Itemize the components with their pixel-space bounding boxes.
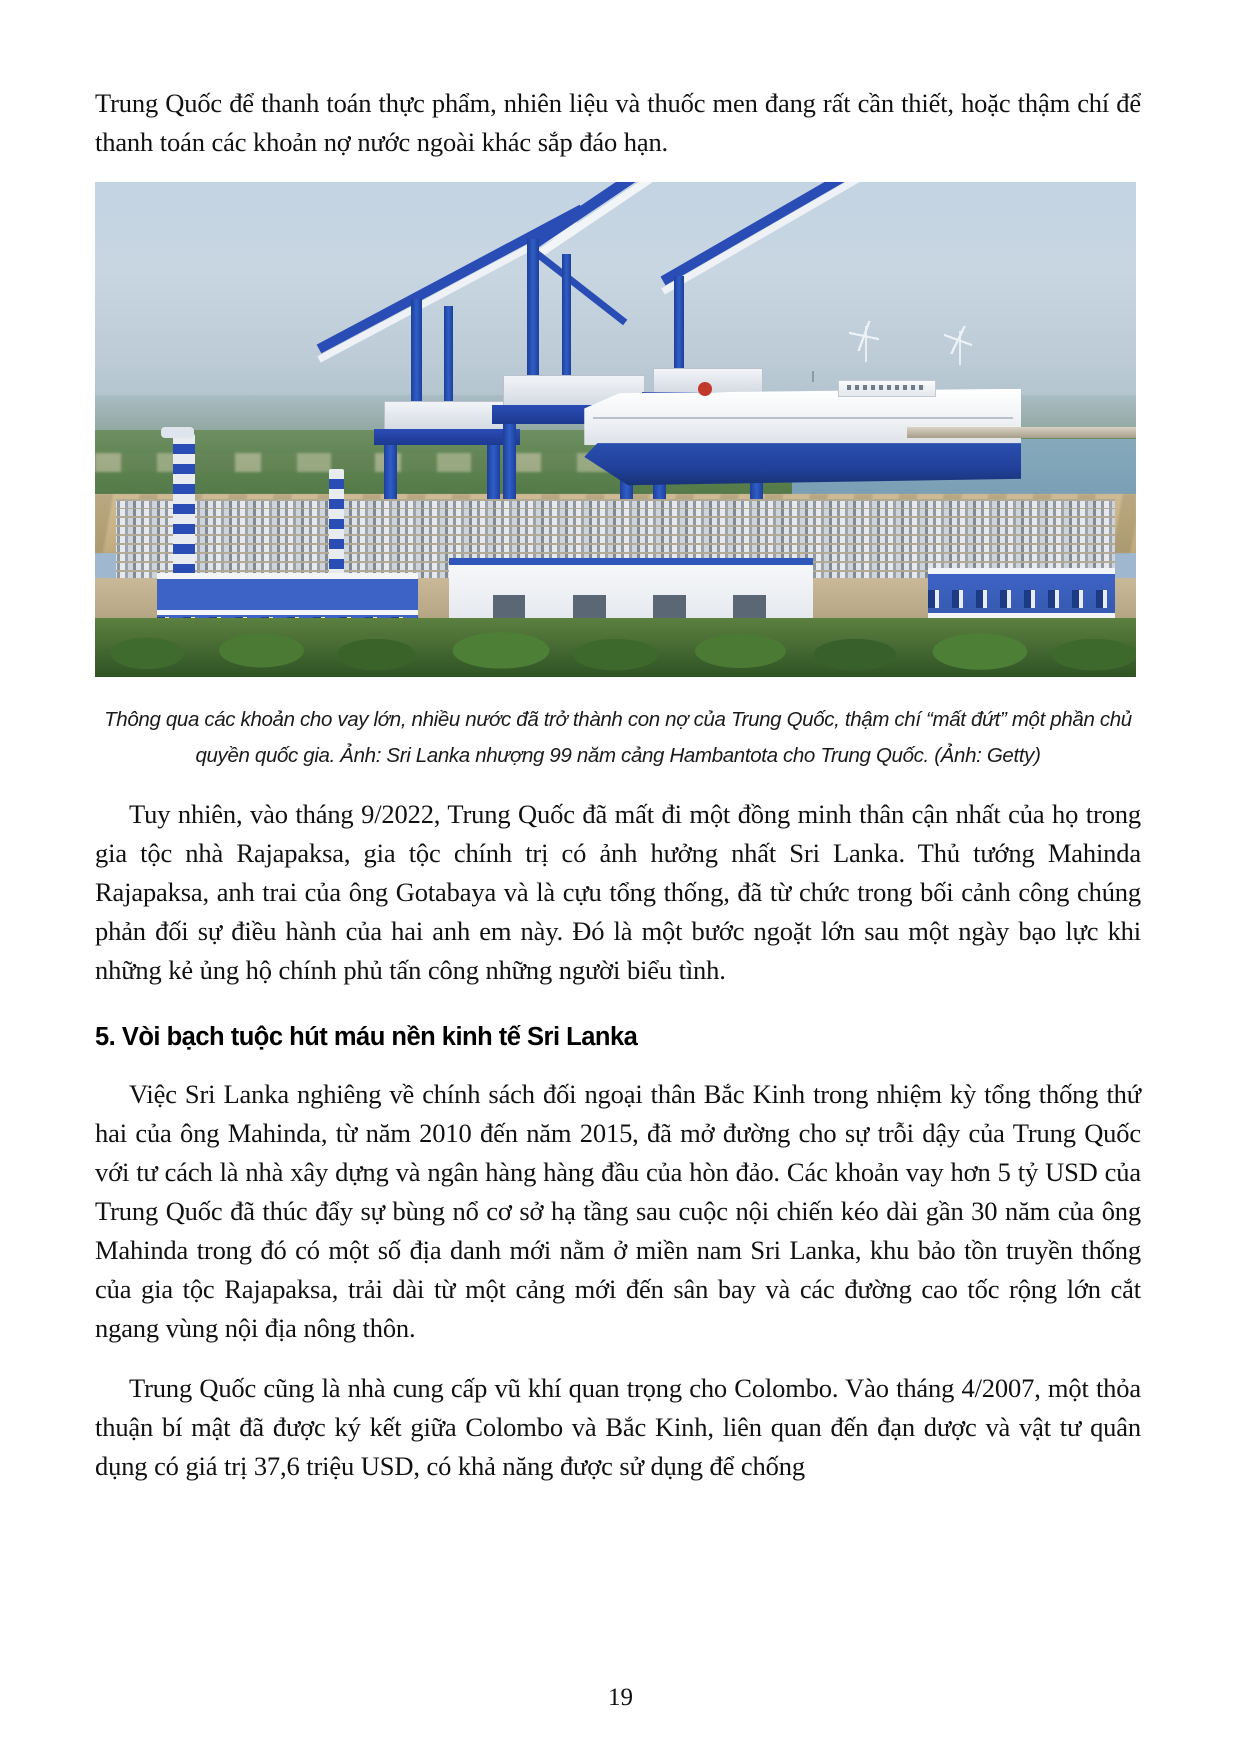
crane-tower-leg bbox=[444, 306, 453, 414]
car-row bbox=[116, 518, 1115, 525]
photo-canvas bbox=[95, 182, 1136, 677]
breakwater bbox=[907, 427, 1136, 438]
page-number: 19 bbox=[608, 1684, 633, 1711]
page-content bbox=[95, 84, 1141, 1486]
building-window-band bbox=[157, 592, 417, 607]
paragraph-section-1: Việc Sri Lanka nghiêng về chính sách đối ngoại thân Bắc Kinh trong nhiệm kỳ tổng thống thứ hai của ông Mahinda, từ năm 2010 đến năm 2015, đã mở đường cho sự trỗi dậy của Trung Quốc với tư cách là nhà xây dựng và ngân hàng hàng đầu của hòn đảo. Các khoản vay hơn 5 tỷ USD của Trung Quốc đã thúc đẩy sự bùng nổ cơ sở hạ tầng sau cuộc nội chiến kéo dài gần 30 năm của ông Mahinda trong đó có một số địa danh mới nằm ở miền nam Sri Lanka, khu bảo tồn truyền thống của gia tộc Rajapaksa, trải dài từ một cảng mới đến sân bay và các đường cao tốc rộng lớn cắt ngang vùng nội địa nông thôn. bbox=[95, 1079, 1141, 1343]
section-heading: 5. Vòi bạch tuộc hút máu nền kinh tế Sri Lanka bbox=[95, 1023, 638, 1051]
photo-foreground-vegetation bbox=[95, 618, 1136, 677]
striped-tower-cap bbox=[161, 427, 194, 438]
building-window-band bbox=[928, 590, 1115, 608]
figure-caption: Thông qua các khoản cho vay lớn, nhiều nước đã trở thành con nợ của Trung Quốc, thậm chí “mất đứt” một phần chủ quyền quốc gia. Ảnh: Sri Lanka nhượng 99 năm cảng Hambantota cho Trung Quốc. (Ảnh: Getty) bbox=[104, 708, 1132, 767]
figure-hambantota-port bbox=[95, 182, 1141, 774]
photograph bbox=[95, 182, 1136, 677]
crane-tower-leg bbox=[527, 239, 539, 389]
ship-hull bbox=[584, 443, 1021, 489]
car-row bbox=[116, 527, 1115, 534]
crane-tower-leg bbox=[411, 299, 422, 413]
ship-deck-line bbox=[593, 417, 1013, 419]
paragraph-top: Trung Quốc để thanh toán thực phẩm, nhiên liệu và thuốc men đang rất cần thiết, hoặc thậm chí để thanh toán các khoản nợ nước ngoài khác sắp đáo hạn. bbox=[95, 88, 1141, 157]
crane-backstay bbox=[530, 248, 626, 325]
car-row bbox=[116, 501, 1115, 508]
building-floor-divider bbox=[157, 610, 417, 615]
ship-bridge-windows bbox=[847, 385, 926, 389]
ship-crane-red-icon bbox=[698, 382, 712, 396]
car-row bbox=[116, 545, 1115, 552]
ship-mast-icon bbox=[812, 371, 814, 382]
car-row bbox=[116, 536, 1115, 543]
crane-tower-leg bbox=[674, 276, 684, 380]
paragraph-section-2: Trung Quốc cũng là nhà cung cấp vũ khí quan trọng cho Colombo. Vào tháng 4/2007, một thỏa thuận bí mật đã được ký kết giữa Colombo và Bắc Kinh, liên quan đến đạn dược và vật tư quân dụng có giá trị 37,6 triệu USD, có khả năng được sử dụng để chống bbox=[95, 1373, 1141, 1481]
striped-tower-secondary bbox=[329, 469, 344, 578]
wind-turbine-blades-icon bbox=[944, 326, 972, 354]
paragraph-after-figure: Tuy nhiên, vào tháng 9/2022, Trung Quốc đã mất đi một đồng minh thân cận nhất của họ trong gia tộc nhà Rajapaksa, gia tộc chính trị có ảnh hưởng nhất Sri Lanka. Thủ tướng Mahinda Rajapaksa, anh trai của ông Gotabaya và là cựu tổng thống, đã từ chức trong bối cảnh công chúng phản đối sự điều hành của hai anh em này. Đó là một bước ngoặt lớn sau một ngày bạo lực khi những kẻ ủng hộ chính phủ tấn công những người biểu tình. bbox=[95, 799, 1141, 985]
crane-tower-leg bbox=[562, 254, 571, 389]
car-row bbox=[116, 509, 1115, 516]
